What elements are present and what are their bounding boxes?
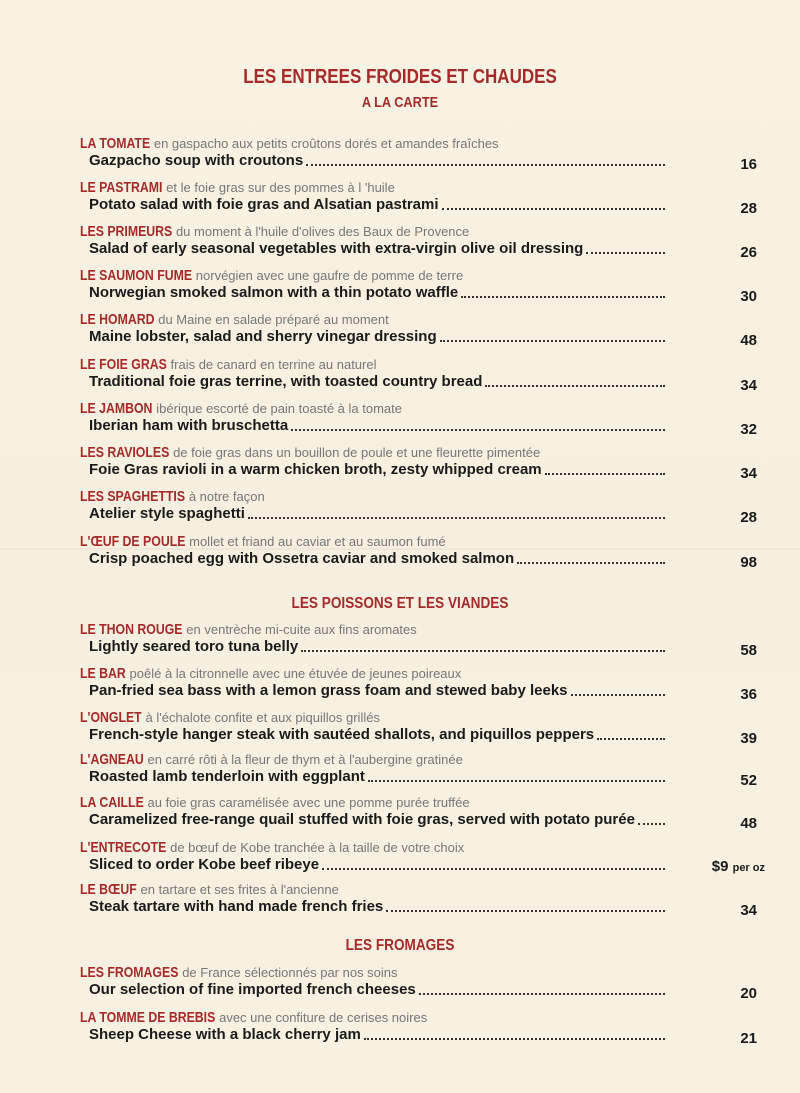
english-description-line: [89, 811, 757, 832]
dish-name: LE BAR: [80, 665, 126, 682]
price-value: 34: [740, 465, 757, 482]
english-description-line: [89, 505, 757, 526]
dot-leader: [545, 473, 665, 475]
menu-item: [80, 488, 757, 526]
dot-leader: [386, 910, 665, 912]
dish-french-description: en carré rôti à la fleur de thym et à l'aubergine gratinée: [147, 752, 463, 767]
dish-name: LE THON ROUGE: [80, 621, 183, 638]
dot-leader: [419, 993, 665, 995]
french-description-line: [80, 401, 730, 417]
french-description-line: [80, 489, 730, 505]
dish-name: L'ONGLET: [80, 709, 142, 726]
section-title-fromages: LES FROMAGES: [345, 937, 455, 954]
dish-french-description: au foie gras caramélisée avec une pomme purée truffée: [147, 795, 470, 810]
french-description-line: [80, 136, 730, 152]
menu-item: [80, 444, 757, 482]
menu-item: [80, 223, 757, 261]
menu-item: [80, 1009, 757, 1047]
dish-french-description: de France sélectionnés par nos soins: [182, 965, 398, 980]
dish-price: [697, 332, 757, 349]
dish-name: L'ŒUF DE POULE: [80, 533, 186, 550]
menu-item: [80, 400, 757, 438]
french-description-line: [80, 312, 730, 328]
english-description-line: [89, 461, 757, 482]
dish-price: [697, 244, 757, 261]
dish-price: [697, 377, 757, 394]
dish-price: [697, 686, 757, 703]
french-description-line: [80, 357, 730, 373]
dish-english-description: Iberian ham with bruschetta: [89, 417, 289, 434]
menu-item: [80, 267, 757, 305]
dish-english-description: Roasted lamb tenderloin with eggplant: [89, 768, 365, 785]
dish-french-description: à notre façon: [188, 489, 265, 504]
english-description-line: [89, 550, 757, 571]
menu-item: [80, 751, 757, 789]
dish-french-description: frais de canard en terrine au naturel: [170, 357, 377, 372]
english-description-line: [89, 373, 757, 394]
dish-price: [697, 156, 757, 173]
dot-leader: [461, 296, 665, 298]
french-description-line: [80, 710, 730, 726]
price-value: 48: [740, 815, 757, 832]
english-description-line: [89, 417, 757, 438]
english-description-line: [89, 898, 757, 919]
menu-item: [80, 665, 757, 703]
price-value: 21: [740, 1030, 757, 1047]
dish-price: [697, 1030, 757, 1047]
menu-item: [80, 964, 757, 1002]
price-value: 58: [740, 642, 757, 659]
section-title-poissons-viandes: LES POISSONS ET LES VIANDES: [291, 595, 509, 612]
dish-price: [697, 288, 757, 305]
dish-price: [697, 200, 757, 217]
menu-item: [80, 533, 757, 571]
dish-french-description: mollet et friand au caviar et au saumon fumé: [189, 534, 446, 549]
dish-name: LE JAMBON: [80, 400, 153, 417]
dish-price: [685, 858, 765, 877]
dish-english-description: Gazpacho soup with croutons: [89, 152, 304, 169]
dot-leader: [571, 694, 665, 696]
price-value: 98: [740, 554, 757, 571]
english-description-line: [89, 284, 757, 305]
menu-item: [80, 794, 757, 832]
dish-english-description: Sheep Cheese with a black cherry jam: [89, 1026, 361, 1043]
dish-french-description: norvégien avec une gaufre de pomme de terre: [195, 268, 464, 283]
french-description-line: [80, 1010, 730, 1026]
dot-leader: [248, 517, 665, 519]
dish-english-description: Pan-fried sea bass with a lemon grass foam and stewed baby leeks: [89, 682, 568, 699]
dish-price: [697, 421, 757, 438]
english-description-line: [89, 768, 757, 789]
price-value: 16: [740, 156, 757, 173]
french-description-line: [80, 622, 730, 638]
price-value: 26: [740, 244, 757, 261]
dish-french-description: de foie gras dans un bouillon de poule et une fleurette pimentée: [173, 445, 541, 460]
dish-english-description: French-style hanger steak with sautéed shallots, and piquillos peppers: [89, 726, 595, 743]
dot-leader: [301, 650, 665, 652]
dish-price: [697, 642, 757, 659]
menu-subtitle: A LA CARTE: [361, 94, 439, 111]
english-description-line: [89, 1026, 757, 1047]
dot-leader: [638, 823, 665, 825]
dish-price: [697, 902, 757, 919]
price-value: $9: [711, 858, 729, 875]
menu-item: [80, 179, 757, 217]
dot-leader: [440, 340, 665, 342]
menu-item: [80, 356, 757, 394]
french-description-line: [80, 666, 730, 682]
french-description-line: [80, 795, 730, 811]
dish-name: LE FOIE GRAS: [80, 356, 167, 373]
price-unit: per oz: [732, 862, 765, 874]
dish-name: LE PASTRAMI: [80, 179, 163, 196]
menu-item: [80, 881, 757, 919]
price-value: 28: [740, 200, 757, 217]
dot-leader: [517, 562, 665, 564]
dish-english-description: Caramelized free-range quail stuffed with foie gras, served with potato purée: [89, 811, 635, 828]
price-value: 34: [740, 377, 757, 394]
menu-item: [80, 621, 757, 659]
dish-french-description: en gaspacho aux petits croûtons dorés et amandes fraîches: [153, 136, 499, 151]
dot-leader: [306, 164, 665, 166]
price-value: 36: [740, 686, 757, 703]
dish-name: LES FROMAGES: [80, 964, 179, 981]
english-description-line: [89, 856, 765, 875]
french-description-line: [80, 268, 730, 284]
french-description-line: [80, 224, 730, 240]
english-description-line: [89, 152, 757, 173]
price-value: 20: [740, 985, 757, 1002]
french-description-line: [80, 840, 730, 856]
dish-name: L'ENTRECOTE: [80, 839, 167, 856]
menu-item: [80, 709, 757, 747]
english-description-line: [89, 726, 757, 747]
dish-price: [697, 465, 757, 482]
dish-name: LA TOMME DE BREBIS: [80, 1009, 216, 1026]
dish-english-description: Maine lobster, salad and sherry vinegar dressing: [89, 328, 437, 345]
price-value: 28: [740, 509, 757, 526]
price-value: 48: [740, 332, 757, 349]
dish-english-description: Norwegian smoked salmon with a thin potato waffle: [89, 284, 459, 301]
dish-name: LES RAVIOLES: [80, 444, 170, 461]
dish-english-description: Crisp poached egg with Ossetra caviar and smoked salmon: [89, 550, 515, 567]
dish-name: LA CAILLE: [80, 794, 144, 811]
dish-french-description: et le foie gras sur des pommes à l 'huile: [166, 180, 395, 195]
dot-leader: [442, 208, 665, 210]
menu-item: [80, 839, 765, 875]
dot-leader: [368, 780, 665, 782]
dish-english-description: Sliced to order Kobe beef ribeye: [89, 856, 320, 873]
english-description-line: [89, 240, 757, 261]
dish-french-description: du moment à l'huile d'olives des Baux de Provence: [175, 224, 470, 239]
french-description-line: [80, 180, 730, 196]
dish-price: [697, 815, 757, 832]
english-description-line: [89, 638, 757, 659]
dish-english-description: Potato salad with foie gras and Alsatian pastrami: [89, 196, 439, 213]
dish-english-description: Steak tartare with hand made french fries: [89, 898, 384, 915]
menu-item: [80, 135, 757, 173]
dish-french-description: avec une confiture de cerises noires: [219, 1010, 428, 1025]
dish-name: LE SAUMON FUME: [80, 267, 193, 284]
dot-leader: [586, 252, 665, 254]
dish-price: [697, 772, 757, 789]
english-description-line: [89, 981, 757, 1002]
price-value: 32: [740, 421, 757, 438]
dish-french-description: à l'échalote confite et aux piquillos grillés: [145, 710, 380, 725]
english-description-line: [89, 328, 757, 349]
dish-french-description: en tartare et ses frites à l'ancienne: [140, 882, 339, 897]
price-value: 30: [740, 288, 757, 305]
dish-name: L'AGNEAU: [80, 751, 144, 768]
dot-leader: [597, 738, 665, 740]
english-description-line: [89, 682, 757, 703]
dot-leader: [364, 1038, 665, 1040]
dot-leader: [322, 868, 665, 870]
dot-leader: [291, 429, 665, 431]
dish-price: [697, 509, 757, 526]
dish-french-description: de bœuf de Kobe tranchée à la taille de votre choix: [170, 840, 465, 855]
french-description-line: [80, 534, 730, 550]
dish-french-description: poêlé à la citronnelle avec une étuvée de jeunes poireaux: [129, 666, 462, 681]
french-description-line: [80, 882, 730, 898]
dish-english-description: Our selection of fine imported french cheeses: [89, 981, 416, 998]
dish-name: LE HOMARD: [80, 311, 155, 328]
dish-name: LA TOMATE: [80, 135, 151, 152]
french-description-line: [80, 445, 730, 461]
french-description-line: [80, 752, 730, 768]
dish-price: [697, 730, 757, 747]
dish-price: [697, 985, 757, 1002]
dish-english-description: Traditional foie gras terrine, with toasted country bread: [89, 373, 483, 390]
dish-english-description: Foie Gras ravioli in a warm chicken broth, zesty whipped cream: [89, 461, 542, 478]
dish-name: LES SPAGHETTIS: [80, 488, 186, 505]
dot-leader: [485, 385, 665, 387]
dish-french-description: du Maine en salade préparé au moment: [158, 312, 389, 327]
dish-french-description: en ventrèche mi-cuite aux fins aromates: [186, 622, 417, 637]
price-value: 52: [740, 772, 757, 789]
french-description-line: [80, 965, 730, 981]
english-description-line: [89, 196, 757, 217]
dish-name: LES PRIMEURS: [80, 223, 173, 240]
dish-price: [697, 554, 757, 571]
price-value: 39: [740, 730, 757, 747]
menu-item: [80, 311, 757, 349]
dish-english-description: Lightly seared toro tuna belly: [89, 638, 299, 655]
menu-title: LES ENTREES FROIDES ET CHAUDES: [243, 66, 557, 88]
dish-name: LE BŒUF: [80, 881, 137, 898]
price-value: 34: [740, 902, 757, 919]
dish-french-description: ibérique escorté de pain toasté à la tomate: [156, 401, 402, 416]
dish-english-description: Atelier style spaghetti: [89, 505, 245, 522]
dish-english-description: Salad of early seasonal vegetables with extra-virgin olive oil dressing: [89, 240, 584, 257]
